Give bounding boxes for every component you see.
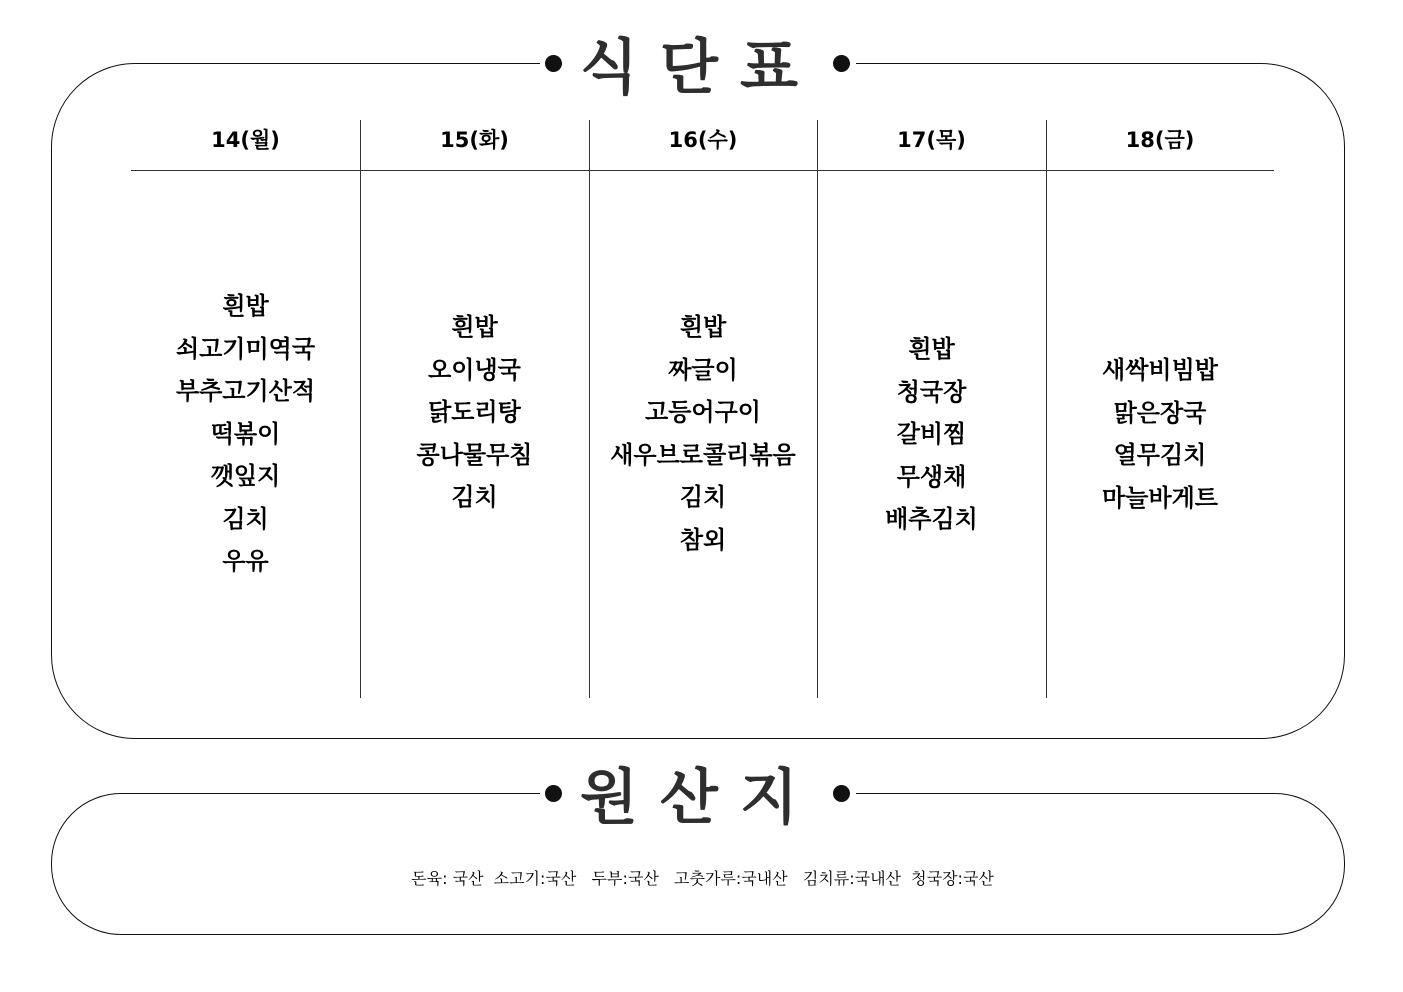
origin-title-right-dot	[833, 785, 850, 802]
dish-list-fri	[1046, 349, 1274, 519]
day-header-fri: 18(금)	[1125, 128, 1195, 152]
dish-item: 흰밥	[908, 335, 955, 363]
dish-item: 무생채	[896, 462, 967, 491]
dish-list-mon	[131, 285, 360, 583]
dish-item: 콩나물무침	[416, 440, 533, 469]
dish-item: 우유	[222, 547, 269, 575]
origin-title: 원산지	[580, 763, 820, 833]
dish-item: 갈비찜	[896, 420, 967, 448]
menu-title: 식단표	[580, 33, 820, 103]
dish-item: 쇠고기미역국	[175, 334, 316, 363]
menu-title-left-dot	[545, 55, 562, 72]
dish-item: 짜글이	[668, 355, 738, 384]
dish-item: 열무김치	[1113, 441, 1207, 469]
dish-item: 마늘바게트	[1102, 483, 1218, 512]
dish-item: 닭도리탕	[428, 398, 521, 426]
dish-item: 고등어구이	[645, 398, 761, 426]
dish-item: 흰밥	[222, 292, 269, 320]
day-header-tue: 15(화)	[440, 128, 509, 152]
dish-item: 김치	[451, 483, 498, 511]
header-divider	[131, 170, 1274, 171]
origin-title-left-dot	[545, 785, 562, 802]
dish-item: 배추김치	[885, 505, 978, 533]
dish-item: 떡볶이	[210, 419, 281, 448]
dish-item: 청국장	[896, 377, 967, 406]
dish-item: 새우브로콜리볶음	[610, 440, 796, 469]
dish-list-thu	[817, 328, 1046, 541]
dish-item: 깻잎지	[210, 462, 281, 490]
menu-title-right-dot	[833, 55, 850, 72]
dish-item: 흰밥	[451, 313, 498, 341]
day-header-wed: 16(수)	[668, 128, 738, 152]
dish-item: 흰밥	[679, 313, 727, 341]
dish-item: 새싹비빔밥	[1102, 356, 1218, 384]
dish-list-wed	[589, 306, 817, 561]
dish-list-tue	[360, 306, 589, 519]
dish-item: 김치	[222, 504, 269, 533]
day-header-thu: 17(목)	[897, 128, 966, 152]
origin-info: 돈육: 국산 소고기:국산 두부:국산 고춧가루:국내산 김치류:국내산 청국장:국산	[411, 869, 994, 888]
dish-item: 부추고기산적	[175, 377, 316, 405]
dish-item: 오이냉국	[428, 355, 521, 384]
dish-item: 맑은장국	[1113, 398, 1207, 427]
dish-item: 김치	[679, 483, 727, 511]
dish-item: 참외	[679, 525, 727, 554]
day-header-mon: 14(월)	[211, 128, 280, 152]
